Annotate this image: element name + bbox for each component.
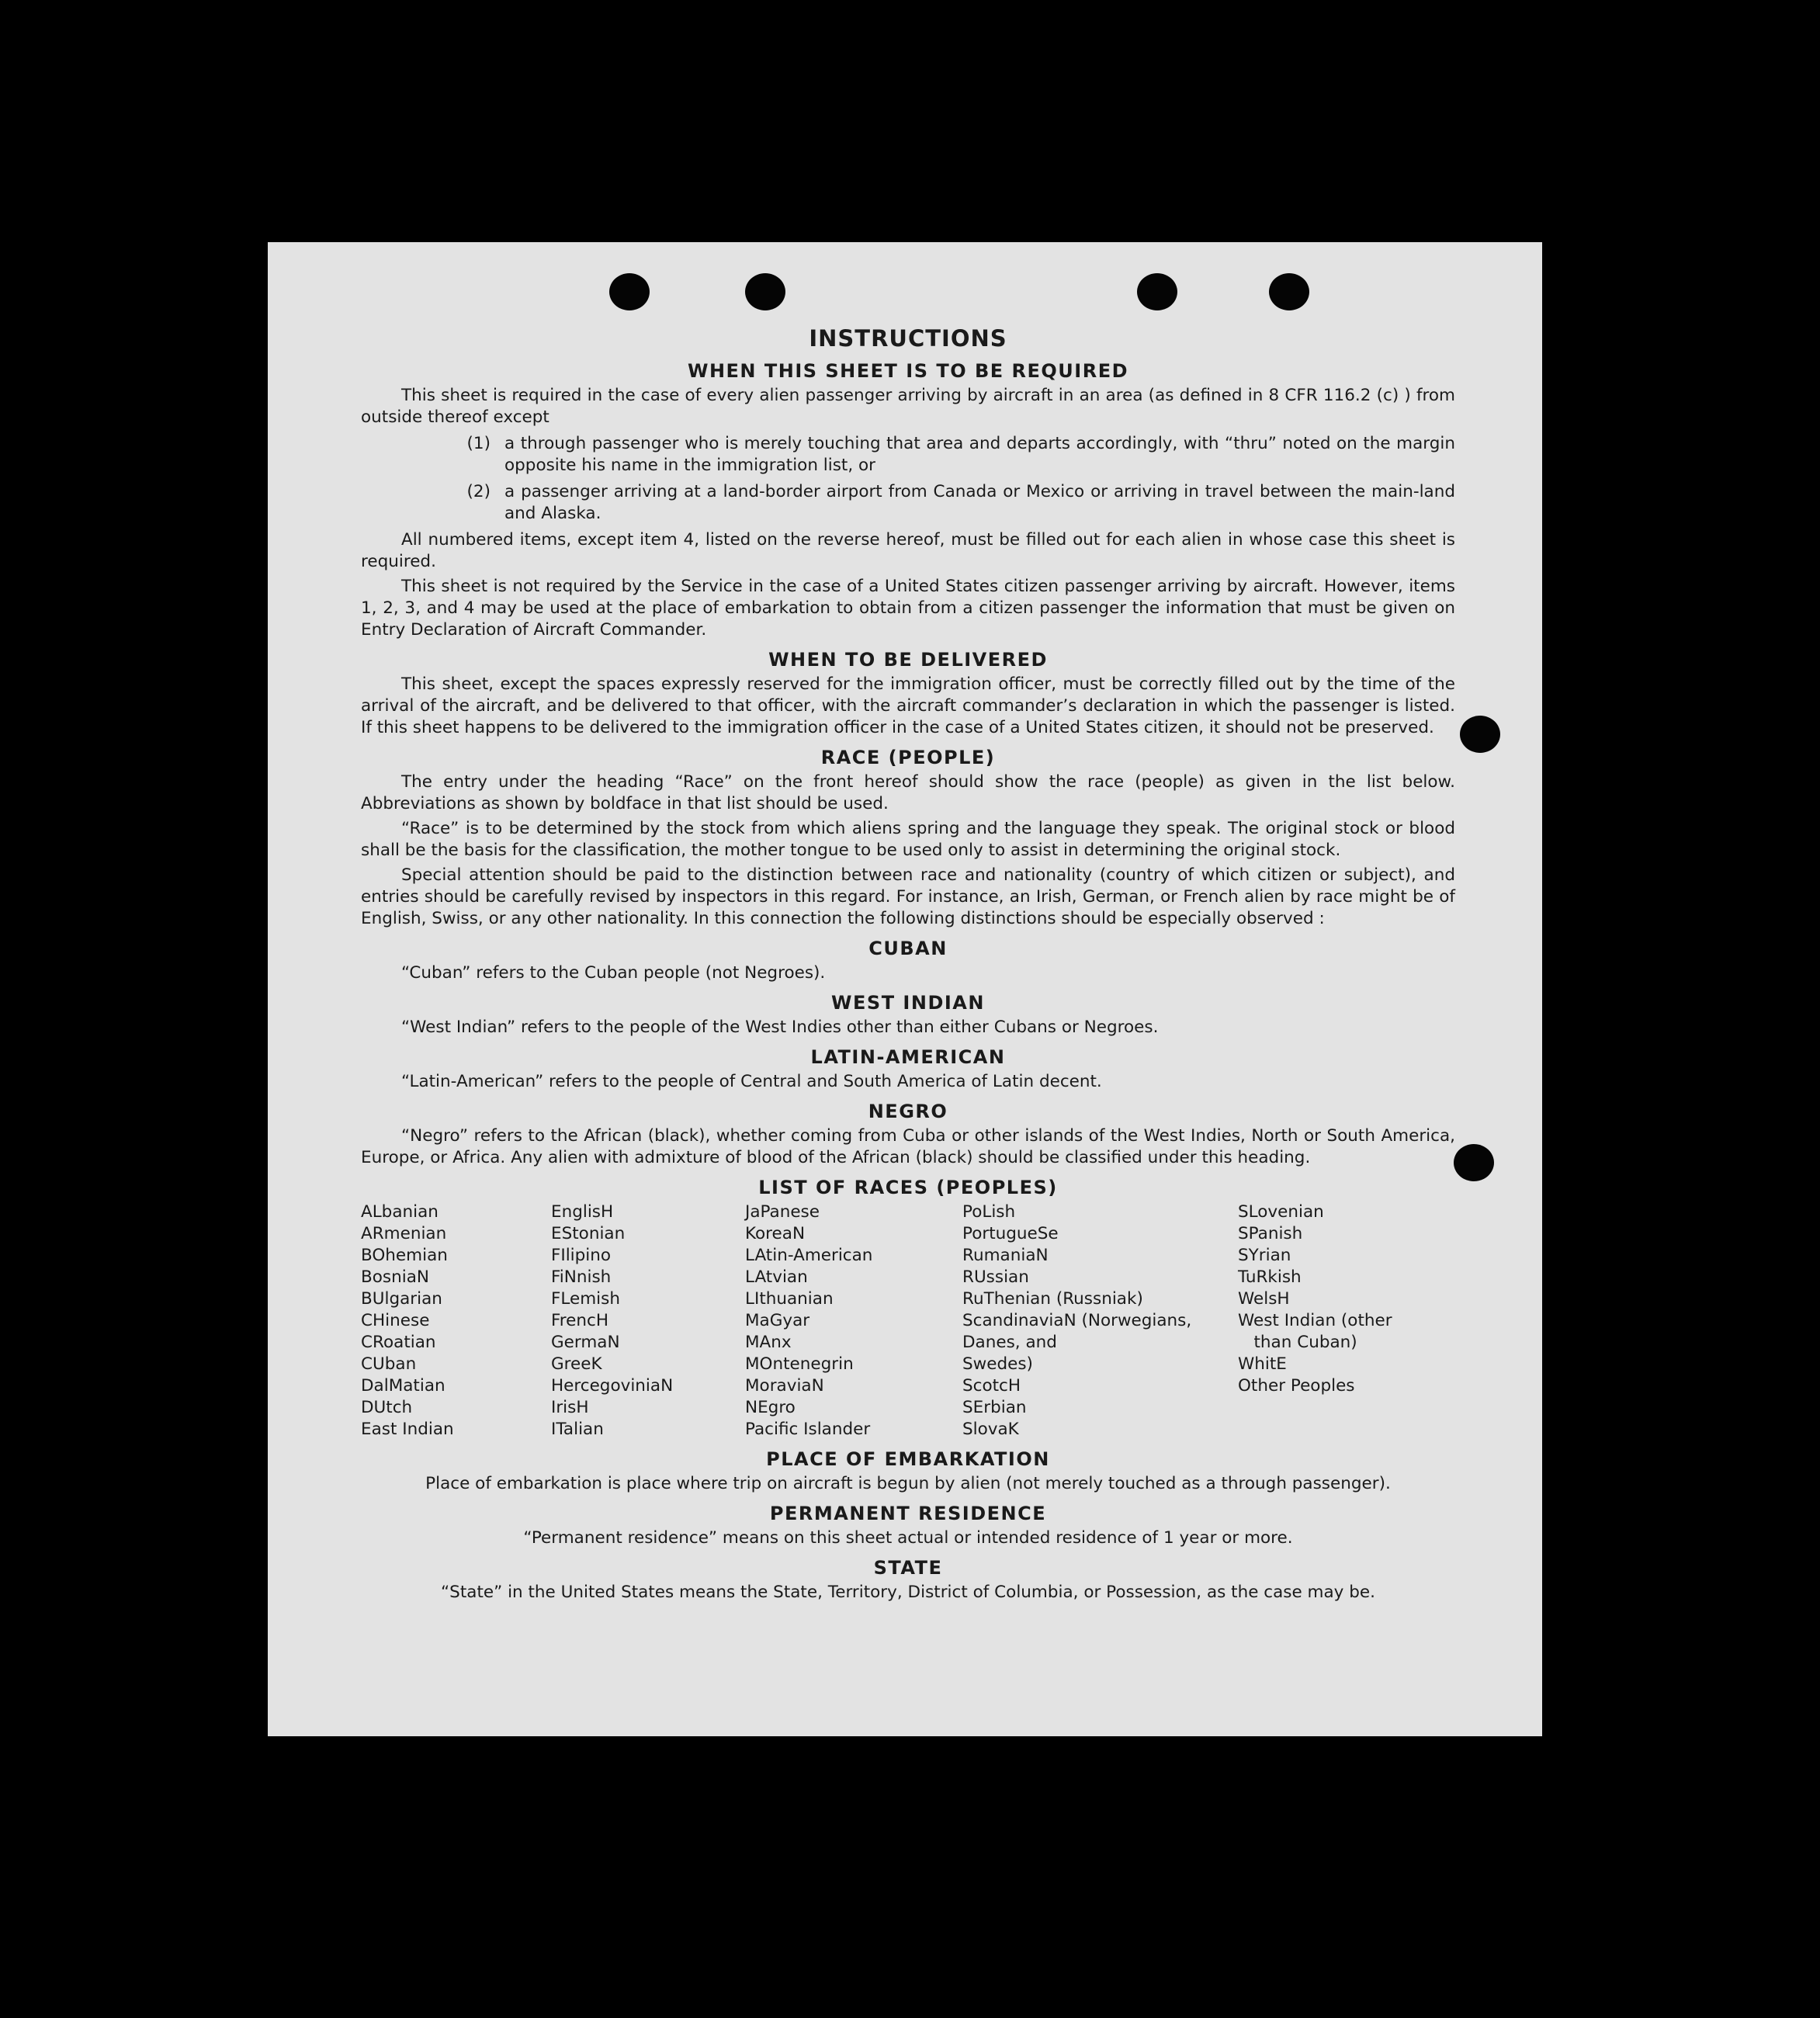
exception-item <box>361 433 1455 477</box>
race-entry: SErbian <box>962 1398 1027 1417</box>
race-entry: MOntenegrin <box>745 1354 854 1374</box>
delivered-heading: WHEN TO BE DELIVERED <box>768 649 1048 671</box>
paragraph: Place of embarkation is place where trip on aircraft is begun by alien (not merely touched as a through passenger). <box>425 1474 1391 1493</box>
page-title: INSTRUCTIONS <box>809 325 1007 352</box>
race-entry: FiNnish <box>551 1267 612 1287</box>
race-entry: FrencH <box>551 1311 609 1330</box>
race-entry: ScandinaviaN (Norwegians, <box>962 1311 1192 1330</box>
race-entry: LAtvian <box>745 1267 808 1287</box>
race-entry: BosniaN <box>361 1267 429 1287</box>
punch-hole <box>609 273 650 310</box>
race-entry: Pacific Islander <box>745 1420 871 1439</box>
paragraph: Special attention should be paid to the distinction between race and nationality (country of which citizen or subject), and entries should be carefully revised by inspectors in this regard. For instance, an Irish, German, or French alien by race might be of English, Swiss, or any other nationality. In this connection the following distinctions should be especially observed : <box>361 865 1455 928</box>
race-column <box>1238 1201 1455 1441</box>
race-column <box>361 1201 551 1441</box>
race-entry: CRoatian <box>361 1333 436 1352</box>
paragraph: “Latin-American” refers to the people of Central and South America of Latin decent. <box>401 1072 1102 1091</box>
required-heading: WHEN THIS SHEET IS TO BE REQUIRED <box>687 360 1129 382</box>
embarkation-heading: PLACE OF EMBARKATION <box>766 1448 1050 1470</box>
race-entry: East Indian <box>361 1420 454 1439</box>
west-indian-heading: WEST INDIAN <box>831 992 985 1014</box>
race-entry: RumaniaN <box>962 1246 1049 1265</box>
state-heading: STATE <box>873 1557 943 1579</box>
race-entry: GermaN <box>551 1333 620 1352</box>
race-entry: West Indian (other <box>1238 1311 1392 1330</box>
punch-hole <box>1460 716 1500 753</box>
punch-hole <box>1454 1144 1494 1181</box>
paragraph: All numbered items, except item 4, listed on the reverse hereof, must be filled out for each alien in whose case this sheet is required. <box>361 530 1455 571</box>
race-entry: HercegoviniaN <box>551 1376 674 1396</box>
paragraph: “Negro” refers to the African (black), whether coming from Cuba or other islands of the West Indies, North or South America, Europe, or Africa. Any alien with admixture of blood of the African (black) should be classified under this heading. <box>361 1126 1455 1167</box>
race-entry: FLemish <box>551 1289 620 1309</box>
race-entry: CUban <box>361 1354 417 1374</box>
race-column <box>551 1201 745 1441</box>
race-entry: MaGyar <box>745 1311 810 1330</box>
race-entry: than Cuban) <box>1238 1333 1357 1352</box>
race-column <box>745 1201 962 1441</box>
instructions-content <box>361 325 1455 1607</box>
race-entry: MAnx <box>745 1333 792 1352</box>
race-entry: PortugueSe <box>962 1224 1059 1243</box>
race-entry: ScotcH <box>962 1376 1021 1396</box>
race-entry: PoLish <box>962 1202 1016 1222</box>
race-entry: EStonian <box>551 1224 626 1243</box>
residence-heading: PERMANENT RESIDENCE <box>769 1503 1047 1524</box>
race-entry: ALbanian <box>361 1202 439 1222</box>
race-entry: FIlipino <box>551 1246 612 1265</box>
race-entry: Danes, and <box>962 1333 1057 1352</box>
paragraph: This sheet is required in the case of every alien passenger arriving by aircraft in an area (as defined in 8 CFR 116.2 (c) ) from outside thereof except <box>361 386 1455 427</box>
negro-heading: NEGRO <box>868 1101 948 1122</box>
paragraph: “West Indian” refers to the people of the West Indies other than either Cubans or Negroes. <box>401 1018 1159 1037</box>
race-entry: Other Peoples <box>1238 1376 1355 1396</box>
race-entry: KoreaN <box>745 1224 806 1243</box>
document-sheet <box>268 242 1542 1736</box>
race-column <box>962 1201 1238 1441</box>
cuban-heading: CUBAN <box>868 938 948 959</box>
paragraph: This sheet is not required by the Service in the case of a United States citizen passenger arriving by aircraft. However, items 1, 2, 3, and 4 may be used at the place of embarkation to obtain from a citizen passenger the information that must be given on Entry Declaration of Aircraft Commander. <box>361 577 1455 640</box>
item-number: (2) <box>466 482 491 501</box>
paragraph: This sheet, except the spaces expressly reserved for the immigration officer, must be correctly filled out by the time of the arrival of the aircraft, and be delivered to that officer, with the aircraft commander’s declaration in which the passenger is listed. If this sheet happens to be delivered to the immigration officer in the case of a United States citizen, it should not be preserved. <box>361 674 1455 737</box>
race-entry: WhitE <box>1238 1354 1287 1374</box>
race-entry: ARmenian <box>361 1224 447 1243</box>
race-entry: SPanish <box>1238 1224 1303 1243</box>
latin-american-heading: LATIN-AMERICAN <box>810 1046 1006 1068</box>
item-number: (1) <box>466 434 491 453</box>
item-text: a through passenger who is merely touching that area and departs accordingly, with “thru” noted on the margin opposite his name in the immigration list, or <box>504 434 1455 475</box>
punch-hole <box>745 273 785 310</box>
paragraph: “Race” is to be determined by the stock from which aliens spring and the language they speak. The original stock or blood shall be the basis for the classification, the mother tongue to be used only to assist in determining the original stock. <box>361 819 1455 860</box>
race-entry: DUtch <box>361 1398 413 1417</box>
race-entry: RUssian <box>962 1267 1029 1287</box>
race-entry: JaPanese <box>745 1202 820 1222</box>
race-entry: ITalian <box>551 1420 604 1439</box>
race-entry: Swedes) <box>962 1354 1033 1374</box>
race-entry: SlovaK <box>962 1420 1019 1439</box>
exception-item <box>361 481 1455 525</box>
paragraph: “State” in the United States means the State, Territory, District of Columbia, or Possession, as the case may be. <box>441 1583 1375 1602</box>
race-entry: IrisH <box>551 1398 589 1417</box>
race-entry: CHinese <box>361 1311 430 1330</box>
race-entry: TuRkish <box>1238 1267 1302 1287</box>
race-list <box>361 1201 1455 1441</box>
race-entry: NEgro <box>745 1398 796 1417</box>
paragraph: “Cuban” refers to the Cuban people (not Negroes). <box>401 963 826 983</box>
race-entry: RuThenian (Russniak) <box>962 1289 1143 1309</box>
race-entry: GreeK <box>551 1354 602 1374</box>
race-entry: LIthuanian <box>745 1289 834 1309</box>
race-list-heading: LIST OF RACES (PEOPLES) <box>758 1177 1058 1198</box>
punch-hole <box>1269 273 1309 310</box>
race-heading: RACE (PEOPLE) <box>820 747 996 768</box>
race-entry: SLovenian <box>1238 1202 1324 1222</box>
paragraph: The entry under the heading “Race” on the front hereof should show the race (people) as given in the list below. Abbreviations as shown by boldface in that list should be used. <box>361 772 1455 813</box>
punch-hole <box>1137 273 1177 310</box>
race-entry: WelsH <box>1238 1289 1290 1309</box>
paragraph: “Permanent residence” means on this sheet actual or intended residence of 1 year or more. <box>523 1528 1293 1548</box>
race-entry: SYrian <box>1238 1246 1291 1265</box>
race-entry: EnglisH <box>551 1202 614 1222</box>
item-text: a passenger arriving at a land-border airport from Canada or Mexico or arriving in travel between the main-land and Alaska. <box>504 482 1455 523</box>
race-entry: LAtin-American <box>745 1246 873 1265</box>
race-entry: MoraviaN <box>745 1376 824 1396</box>
race-entry: DalMatian <box>361 1376 445 1396</box>
race-entry: BUlgarian <box>361 1289 442 1309</box>
race-entry: BOhemian <box>361 1246 448 1265</box>
